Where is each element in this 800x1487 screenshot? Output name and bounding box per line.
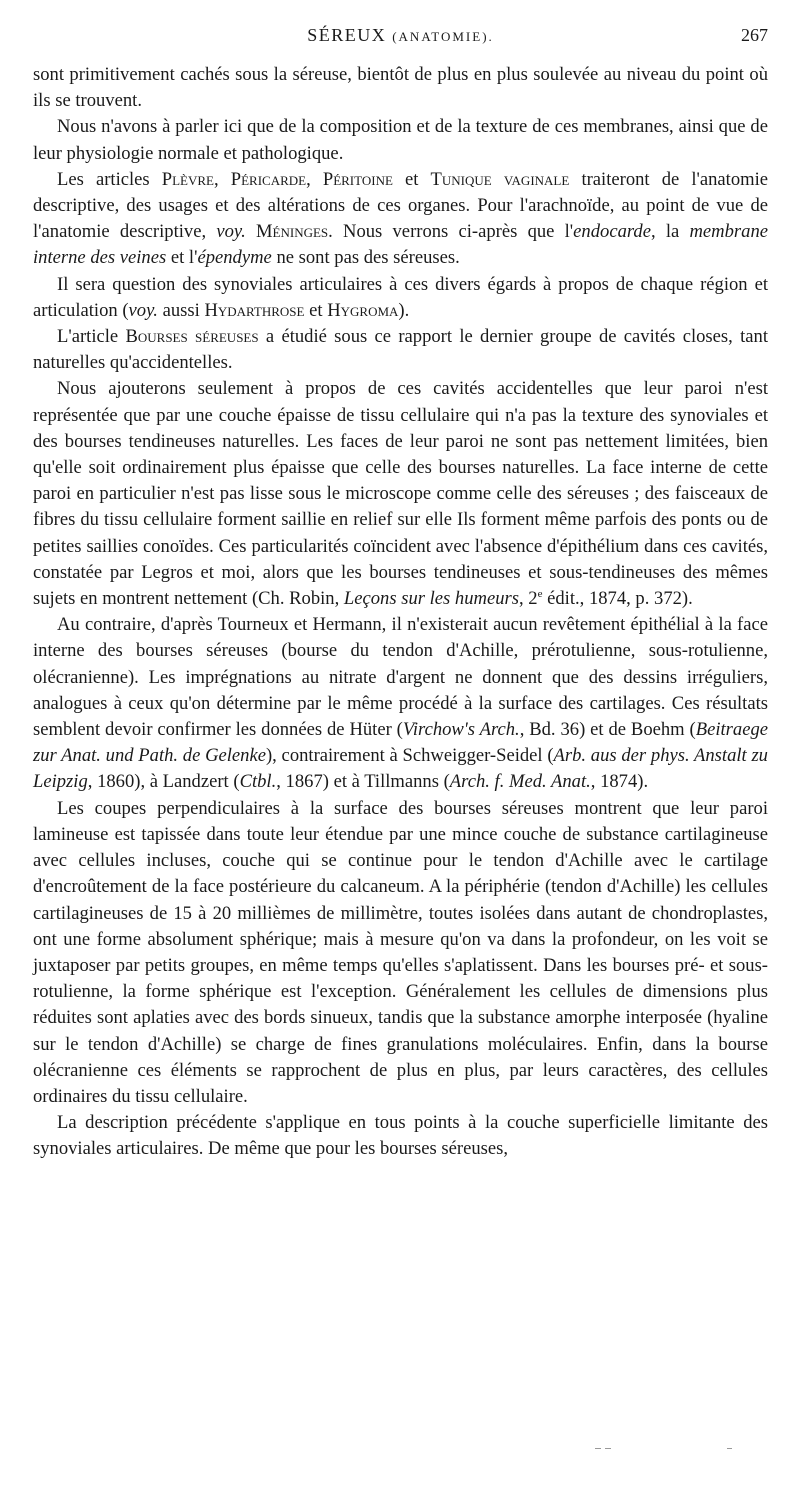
text-run: édit., 1874, p. 372). [542, 588, 693, 610]
text-run: et [304, 299, 328, 321]
text-run: , 1860), à Landzert ( [87, 771, 240, 793]
scan-specks [595, 1448, 735, 1452]
small-caps-text: Bourses séreuses [125, 326, 259, 348]
small-caps-text: Hygroma [327, 299, 399, 321]
text-run: , la [650, 221, 690, 243]
text-run: La description précédente s'applique en tous points à la couche superficielle limitante des synoviales articulaires. De même que pour les bourses séreuses, [33, 1112, 768, 1160]
text-run: Les articles [57, 168, 162, 190]
italic-text: épendyme [197, 247, 272, 269]
small-caps-text: Péritoine [322, 168, 393, 190]
italic-text: Virchow's Arch. [402, 719, 520, 741]
paragraph [33, 114, 768, 166]
text-run [246, 221, 256, 242]
paragraph [33, 376, 768, 612]
paragraph [33, 62, 768, 114]
text-run: Nous n'avons à parler ici que de la composition et de la texture de ces membranes, ainsi que de leur physiologie normale et pathologique. [33, 116, 768, 164]
italic-text: Ctbl. [239, 771, 277, 793]
small-caps-text: Méninges [256, 221, 329, 243]
paragraph [33, 324, 768, 376]
paragraph [33, 612, 768, 795]
text-run: et l' [166, 247, 198, 269]
text-run: Les coupes perpendiculaires à la surface des bourses séreuses montrent que leur paroi lamineuse est tapissée dans toute leur étendue par une mince couche de substance cartilagineuse avec cellules incluses, couche qui se continue pour le tendon d'Achille avec le cartilage d'encroûtement de la face postérieure du calcaneum. A la périphérie (tendon d'Achille) les cellules cartilagineuses de 15 à 20 millièmes de millimètre, toutes isolées dans autant de chondroplastes, ont une forme absolument sphérique; mais à mesure qu'on va dans la profondeur, on les voit se juxtaposer par petits groupes, en même temps qu'elles s'aplatissent. Dans les bourses pré- et sous-rotulienne, la forme sphérique est l'exception. Généralement les cellules de dimensions plus réduites sont aplaties avec des bords sinueux, tandis que la substance amorphe interposée (hyaline sur le tendon d'Achille) se charge de fines granulations moléculaires. Enfin, dans la bourse olécranienne ces éléments se rapprochent de plus en plus, par leurs caractères, des cellules ordinaires du tissu cellulaire. [33, 797, 768, 1107]
italic-text: voy. [128, 299, 158, 321]
small-caps-text: Plèvre [161, 168, 214, 190]
small-caps-text: Hydarthrose [204, 299, 305, 321]
text-run: , 1867) et à Tillmanns ( [276, 771, 450, 793]
small-caps-text: Péricarde [230, 168, 307, 190]
superscript-text: e [537, 587, 543, 600]
text-run: , 2 [518, 588, 538, 610]
running-header [33, 22, 768, 50]
text-run: ne sont pas des séreuses. [271, 247, 460, 269]
paragraph [33, 272, 768, 324]
text-run: aussi [157, 299, 205, 321]
text-run: , 1874). [590, 771, 649, 793]
text-run: a étudié sous ce rapport le dernier groupe de cavités closes, tant naturelles qu'accidentelles. [33, 326, 768, 374]
text-run: Au contraire, d'après Tourneux et Hermann, il n'existerait aucun revêtement épithélial à la face interne des bourses séreuses (bourse du tendon d'Achille, prérotulienne, sous-rotulienne, olécranienne). Les imprégnations au nitrate d'argent ne donnent que des dessins irréguliers, analogues à ceux qu'on détermine par le même procédé à la surface des cartilages. Ces résultats semblent devoir confirmer les données de Hüter ( [33, 614, 768, 741]
text-run: ). [398, 299, 410, 321]
paragraph [33, 1110, 768, 1162]
running-title-subtitle: (ANATOMIE). [392, 29, 494, 44]
text-run: L'article [57, 326, 126, 348]
italic-text: Arb. aus der phys. Anstalt zu Leipzig [33, 745, 768, 793]
italic-text: voy. [216, 221, 246, 243]
text-run: , Bd. 36) et de Boehm ( [519, 719, 696, 741]
text-run: sont primitivement cachés sous la séreuse, bientôt de plus en plus soulevée au niveau du point où ils se trouvent. [33, 64, 768, 112]
paragraph [33, 796, 768, 1110]
paragraph [33, 167, 768, 272]
italic-text: Arch. f. Med. Anat. [449, 771, 591, 793]
text-run: . Nous verrons ci-après que l' [328, 221, 574, 243]
text-run: Nous ajouterons seulement à propos de ces cavités accidentelles que leur paroi n'est représentée que par une couche épaisse de tissu cellulaire qui n'a pas la texture des synoviales et des bourses tendineuses naturelles. Les faces de leur paroi ne sont pas nettement limitées, bien qu'elle soit ordinairement plus épaisse que celle des bourses naturelles. La face interne de cette paroi en particulier n'est pas lisse sous le microscope comme celle des séreuses ; des faisceaux de fibres du tissu cellulaire forment saillie en relief sur elle Ils forment même parfois des ponts ou de petites saillies conoïdes. Ces particularités coïncident avec l'absence d'épithélium dans ces cavités, constatée par Legros et moi, alors que les bourses tendineuses et sous-tendineuses des mêmes sujets en montrent nettement (Ch. Robin, [33, 378, 768, 610]
italic-text: endocarde [573, 221, 651, 243]
italic-text: Leçons sur les humeurs [343, 588, 519, 610]
italic-text: membrane interne des veines [33, 221, 768, 269]
text-run: , [213, 168, 231, 190]
text-run: , [306, 168, 323, 190]
small-caps-text: Tunique vaginale [430, 168, 570, 190]
page-number: 267 [741, 25, 768, 45]
document-page [33, 22, 768, 1163]
running-title [33, 22, 768, 50]
running-title-main: SÉREUX [307, 25, 387, 45]
text-run: ), contrairement à Schweigger-Seidel ( [265, 745, 554, 767]
body-text [33, 62, 768, 1163]
text-run: et [392, 168, 431, 190]
text-run: Il sera question des synoviales articulaires à ces divers égards à propos de chaque région et articulation ( [33, 273, 768, 321]
italic-text: Beitraege zur Anat. und Path. de Gelenke [33, 719, 768, 767]
text-run: traiteront de l'anatomie descriptive, des usages et des altérations de ces organes. Pour l'arachnoïde, au point de vue de l'anatomie descriptive, [33, 168, 769, 243]
